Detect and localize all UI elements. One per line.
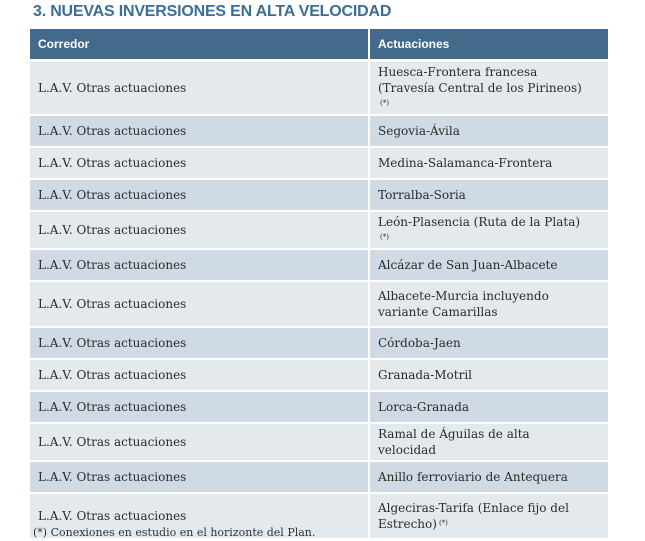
cell-actuacion <box>369 179 608 211</box>
footnote-marker: (*) <box>380 233 389 241</box>
cell-corredor: L.A.V. Otras actuaciones <box>30 359 369 391</box>
table-row <box>30 327 608 359</box>
actuacion-text: Ramal de Águilas de alta velocidad <box>378 427 530 457</box>
cell-actuacion <box>369 359 608 391</box>
actuacion-text: Segovia-Ávila <box>378 124 460 138</box>
cell-actuacion <box>369 147 608 179</box>
cell-corredor: L.A.V. Otras actuaciones <box>30 423 369 461</box>
cell-actuacion <box>369 493 608 539</box>
table-row <box>30 281 608 327</box>
actuacion-text: Alcázar de San Juan-Albacete <box>378 258 558 272</box>
table-row <box>30 461 608 493</box>
cell-actuacion <box>369 115 608 147</box>
actuacion-text: Lorca-Granada <box>378 400 470 414</box>
actuacion-text: Albacete-Murcia incluyendo variante Camarillas <box>378 289 549 319</box>
actuacion-text: Torralba-Soria <box>378 188 466 202</box>
cell-actuacion <box>369 391 608 423</box>
cell-actuacion <box>369 423 608 461</box>
cell-actuacion <box>369 61 608 116</box>
section-title: 3. NUEVAS INVERSIONES EN ALTA VELOCIDAD <box>33 3 392 20</box>
table-body <box>30 61 608 540</box>
table-row <box>30 211 608 249</box>
investments-table-container <box>30 29 608 540</box>
cell-corredor: L.A.V. Otras actuaciones <box>30 391 369 423</box>
cell-actuacion <box>369 281 608 327</box>
table-row <box>30 61 608 116</box>
cell-corredor: L.A.V. Otras actuaciones <box>30 327 369 359</box>
cell-corredor: L.A.V. Otras actuaciones <box>30 211 369 249</box>
actuacion-text: Medina-Salamanca-Frontera <box>378 156 553 170</box>
actuacion-text: León-Plasencia (Ruta de la Plata) <box>378 215 581 229</box>
table-row <box>30 249 608 281</box>
actuacion-text: Córdoba-Jaen <box>378 336 461 350</box>
header-actuaciones: Actuaciones <box>369 29 608 61</box>
footnote-marker: (*) <box>380 99 389 107</box>
header-row <box>30 29 608 61</box>
header-corredor: Corredor <box>30 29 369 61</box>
cell-corredor: L.A.V. Otras actuaciones <box>30 147 369 179</box>
table-row <box>30 179 608 211</box>
table-row <box>30 423 608 461</box>
cell-corredor: L.A.V. Otras actuaciones <box>30 493 369 539</box>
actuacion-text: Algeciras-Tarifa (Enlace fijo del Estrecho) <box>378 501 569 531</box>
actuacion-text: Huesca-Frontera francesa (Travesía Central de los Pirineos) <box>378 65 582 95</box>
cell-actuacion <box>369 461 608 493</box>
actuacion-text: Granada-Motril <box>378 368 472 382</box>
table-header <box>30 29 608 61</box>
table-row <box>30 115 608 147</box>
actuacion-text: Anillo ferroviario de Antequera <box>378 470 568 484</box>
footnote: (*) Conexiones en estudio en el horizonte del Plan. <box>33 526 316 539</box>
cell-corredor: L.A.V. Otras actuaciones <box>30 61 369 116</box>
cell-actuacion <box>369 211 608 249</box>
table-row <box>30 391 608 423</box>
cell-corredor: L.A.V. Otras actuaciones <box>30 461 369 493</box>
table-row <box>30 359 608 391</box>
cell-corredor: L.A.V. Otras actuaciones <box>30 115 369 147</box>
table-row <box>30 147 608 179</box>
footnote-marker: (*) <box>438 519 448 527</box>
cell-corredor: L.A.V. Otras actuaciones <box>30 281 369 327</box>
cell-corredor: L.A.V. Otras actuaciones <box>30 249 369 281</box>
cell-actuacion <box>369 327 608 359</box>
cell-corredor: L.A.V. Otras actuaciones <box>30 179 369 211</box>
cell-actuacion <box>369 249 608 281</box>
investments-table <box>30 29 608 540</box>
